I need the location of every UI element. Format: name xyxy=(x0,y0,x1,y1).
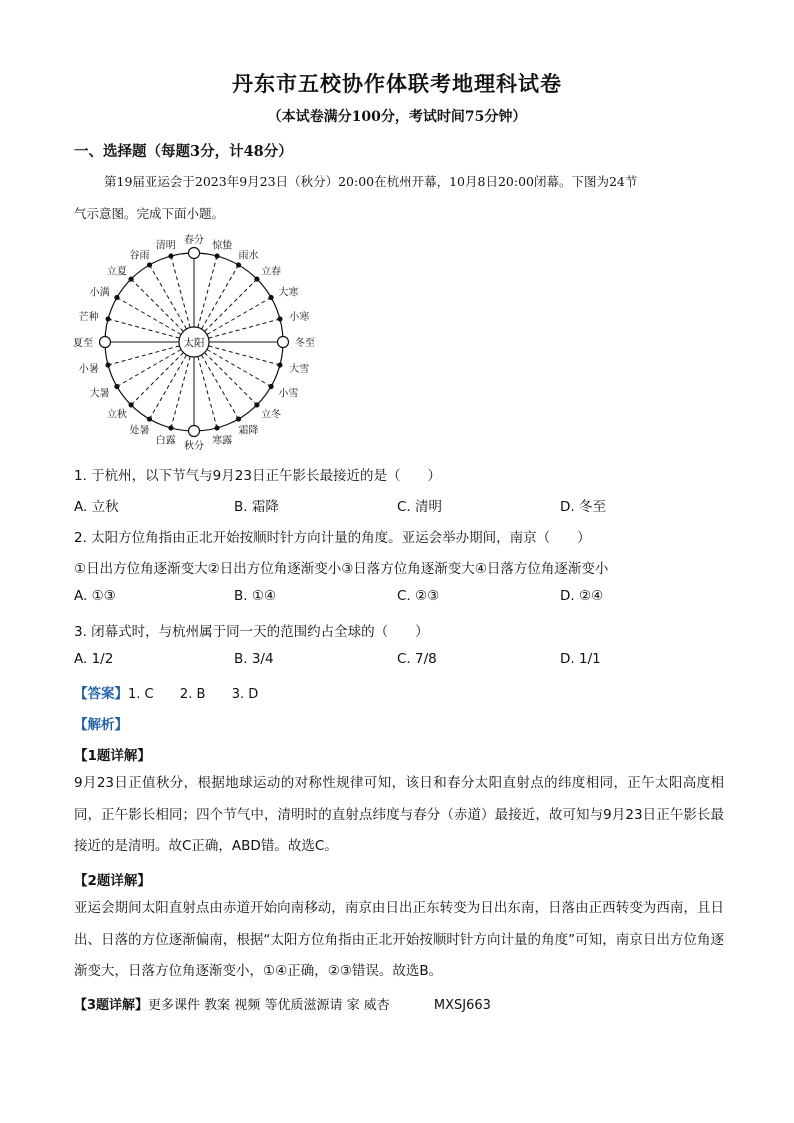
question-1-stem: 1. 于杭州，以下节气与9月23日正午影长最接近的是（ ） xyxy=(74,468,441,484)
term-label: 夏至 xyxy=(73,338,93,349)
term-label: 春分 xyxy=(184,235,204,246)
term-label: 立夏 xyxy=(106,266,127,278)
term-dot xyxy=(268,295,273,300)
term-dot xyxy=(147,416,152,421)
term-dot xyxy=(214,425,219,430)
term-label: 清明 xyxy=(155,240,176,252)
term-label: 立冬 xyxy=(261,409,282,421)
term-dot xyxy=(168,253,173,258)
orbit-ray xyxy=(205,353,257,405)
question-3-option-d: D. 1/1 xyxy=(560,651,601,667)
major-term-marker xyxy=(278,337,289,348)
question-1-option-c: C. 清明 xyxy=(397,499,443,515)
term-label: 芒种 xyxy=(78,311,99,323)
question-2-option-a: A. ①③ xyxy=(74,588,116,604)
exam-subtitle: （本试卷满分100分，考试时间75分钟） xyxy=(267,109,527,125)
section-heading: 一、选择题（每题3分，计48分） xyxy=(74,143,293,160)
detail-3-label: 【3题详解】 xyxy=(74,998,149,1013)
sun-label: 太阳 xyxy=(183,337,205,349)
term-dot xyxy=(236,416,241,421)
question-3-option-c: C. 7/8 xyxy=(397,651,437,667)
answer-label: 【答案】 xyxy=(74,686,128,702)
analysis-label: 【解析】 xyxy=(74,717,128,733)
term-label: 小满 xyxy=(89,287,110,299)
term-label: 立春 xyxy=(261,266,282,278)
term-dot xyxy=(268,384,273,389)
term-label: 寒露 xyxy=(212,435,233,447)
question-2-option-b: B. ①④ xyxy=(234,588,277,604)
term-dot xyxy=(105,362,110,367)
term-dot xyxy=(114,384,119,389)
page-title: 丹东市五校协作体联考地理科试卷 xyxy=(232,71,562,96)
solar-terms-diagram xyxy=(70,228,330,452)
question-1-option-b: B. 霜降 xyxy=(234,499,279,515)
orbit-ray xyxy=(208,319,279,338)
major-term-marker xyxy=(189,426,200,437)
term-label: 处暑 xyxy=(129,425,150,437)
orbit-ray xyxy=(171,256,190,327)
term-label: 秋分 xyxy=(184,441,204,452)
orbit-ray xyxy=(171,356,190,427)
orbit-ray xyxy=(198,256,217,327)
orbit-ray xyxy=(108,319,179,338)
answer-line xyxy=(74,682,258,702)
term-dot xyxy=(128,276,133,281)
term-label: 雨水 xyxy=(238,250,259,262)
term-label: 冬至 xyxy=(295,338,315,349)
term-dot xyxy=(236,262,241,267)
question-3-option-a: A. 1/2 xyxy=(74,651,114,667)
question-1-option-a: A. 立秋 xyxy=(74,499,119,515)
term-dot xyxy=(147,262,152,267)
answer-value-3: 3. D xyxy=(231,687,259,702)
term-dot xyxy=(254,276,259,281)
question-2-statements: ①日出方位角逐渐变大②日出方位角逐渐变小③日落方位角逐渐变大④日落方位角逐渐变小 xyxy=(74,561,609,577)
orbit-ray xyxy=(198,356,217,427)
term-dot xyxy=(114,295,119,300)
question-3-stem: 3. 闭幕式时，与杭州属于同一天的范围约占全球的（ ） xyxy=(74,624,429,640)
question-2-option-c: C. ②③ xyxy=(397,588,440,604)
term-label: 谷雨 xyxy=(129,250,150,262)
term-label: 大寒 xyxy=(278,287,299,299)
detail-1-label: 【1题详解】 xyxy=(74,748,151,764)
question-2-option-d: D. ②④ xyxy=(560,588,604,604)
intro-line-1: 第19届亚运会于2023年9月23日（秋分）20:00在杭州开幕，10月8日20:00闭幕。下图为24节 xyxy=(104,174,638,189)
term-dot xyxy=(105,316,110,321)
orbit-ray xyxy=(131,353,183,405)
term-label: 小暑 xyxy=(78,364,99,376)
detail-2-text: 亚运会期间太阳直射点由赤道开始向南移动，南京由日出正东转变为日出东南，日落由正西转变为西南，且日出、日落的方位逐渐偏南，根据“太阳方位角指由正北开始按顺时针方向计量的角度”可知，南京日出方位角逐渐变大，日落方位角逐渐变小，①④正确，②③错误。故选B。 xyxy=(74,900,724,979)
term-dot xyxy=(254,402,259,407)
term-label: 霜降 xyxy=(238,425,259,437)
term-label: 白露 xyxy=(155,435,176,447)
intro-line-2: 气示意图。完成下面小题。 xyxy=(74,206,225,221)
answer-value-2: 2. B xyxy=(179,687,206,702)
question-3-option-b: B. 3/4 xyxy=(234,651,274,667)
question-2-stem: 2. 太阳方位角指由正北开始按顺时针方向计量的角度。亚运会举办期间，南京（ ） xyxy=(74,530,591,546)
question-1-option-d: D. 冬至 xyxy=(560,499,606,515)
term-dot xyxy=(214,253,219,258)
detail-3-text: 更多课件 教案 视频 等优质滋源请 家 威杏 xyxy=(148,998,390,1013)
detail-2-label: 【2题详解】 xyxy=(74,873,151,889)
major-term-marker xyxy=(189,248,200,259)
orbit-ray xyxy=(131,279,183,331)
term-dot xyxy=(128,402,133,407)
orbit-ray xyxy=(108,346,179,365)
term-label: 小寒 xyxy=(289,311,310,323)
term-dot xyxy=(168,425,173,430)
term-label: 惊蛰 xyxy=(212,240,233,252)
orbit-ray xyxy=(205,279,257,331)
term-label: 大暑 xyxy=(89,388,110,400)
term-label: 小雪 xyxy=(278,388,299,400)
detail-1-text: 9月23日正值秋分，根据地球运动的对称性规律可知，该日和春分太阳直射点的纬度相同，正午太阳高度相同，正午影长相同；四个节气中，清明时的直射点纬度与春分（赤道）最接近，故可知与9月23日正午影长最接近的是清明。故C正确，ABD错。故选C。 xyxy=(74,775,724,854)
term-label: 大雪 xyxy=(289,364,310,376)
major-term-marker xyxy=(100,337,111,348)
term-label: 立秋 xyxy=(106,409,127,421)
answer-value-1: 1. C xyxy=(128,687,154,702)
term-dot xyxy=(277,362,282,367)
orbit-ray xyxy=(208,346,279,365)
term-dot xyxy=(277,316,282,321)
detail-3-code: MXSJ663 xyxy=(433,998,491,1013)
detail-3-line xyxy=(74,994,491,1013)
